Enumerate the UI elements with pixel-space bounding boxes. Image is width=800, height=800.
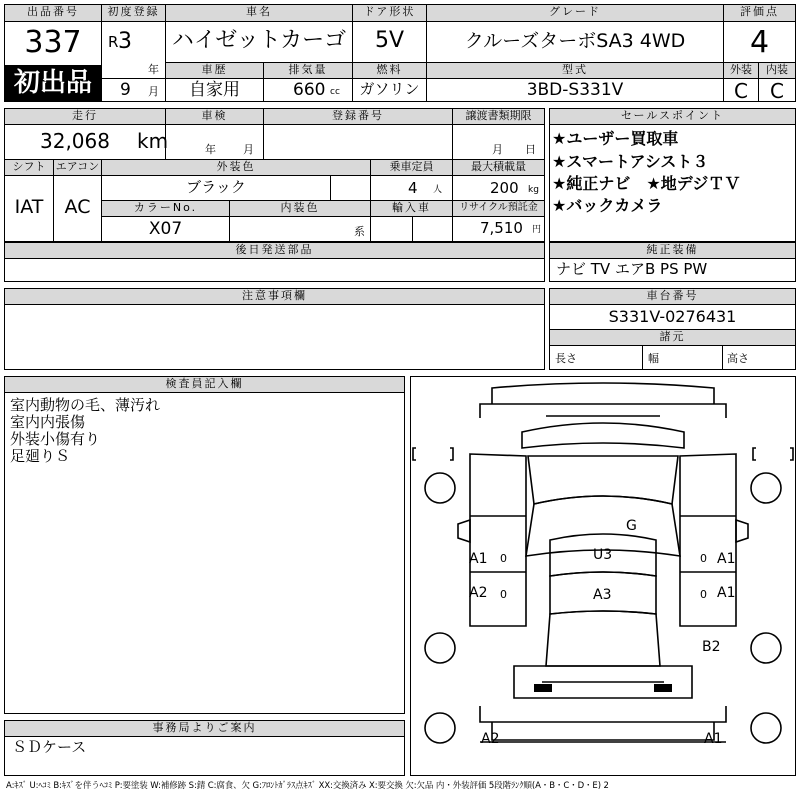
- int-color-header: 内装色: [230, 201, 370, 216]
- lot-number-header: 出品番号: [5, 5, 101, 21]
- grade-header: グレード: [427, 5, 723, 21]
- lot-number: 337: [24, 25, 82, 60]
- first-reg-header: 初度登録: [102, 5, 165, 21]
- mark-right-door: A1: [717, 585, 736, 601]
- first-listing-label: 初出品: [13, 68, 92, 98]
- mark-right-rear: B2: [702, 639, 721, 655]
- notes-header: 注意事項欄: [5, 289, 544, 304]
- ext-color-header: 外装色: [102, 160, 370, 175]
- mark-rear-right: A1: [704, 731, 723, 747]
- mark-front-right-fender: A1: [717, 551, 736, 567]
- model-code: 3BD-S331V: [526, 80, 624, 100]
- reg-number-header: 登録番号: [264, 109, 452, 124]
- interior-header: 内装: [759, 63, 795, 78]
- max-load-header: 最大積載量: [453, 160, 544, 175]
- later-parts-header: 後日発送部品: [5, 243, 544, 258]
- sales-point-3: ★純正ナビ ★地デジＴＶ: [552, 174, 741, 193]
- color-no-header: カラーNo.: [102, 201, 229, 216]
- mark-center: A3: [593, 587, 612, 603]
- inspection-header: 車検: [166, 109, 263, 124]
- car-history: 自家用: [189, 80, 240, 100]
- mark-rear-left: A2: [481, 731, 500, 747]
- sales-point-1: ★ユーザー買取車: [552, 129, 679, 148]
- score-header: 評価点: [724, 5, 795, 21]
- mark-zero-left-2: 0: [500, 588, 507, 601]
- mark-front-left-fender: A1: [469, 551, 488, 567]
- spec-height-label: 高さ: [727, 352, 749, 365]
- history-header: 車歴: [166, 63, 263, 78]
- recycle-unit: 円: [532, 225, 542, 235]
- door-header: ドア形状: [353, 5, 426, 21]
- first-reg-year-unit: 年: [148, 63, 159, 76]
- office-notes-value: ＳＤケース: [12, 738, 87, 756]
- grade: クルーズターボSA3 4WD: [464, 30, 686, 52]
- displacement: 660: [293, 80, 326, 100]
- first-reg-year: 3: [118, 29, 132, 54]
- genuine-equipment-header: 純正装備: [550, 243, 795, 258]
- transfer-month-unit: 月: [492, 143, 503, 156]
- shift-header: シフト: [5, 160, 53, 175]
- sales-points-header: セールスポイント: [550, 109, 795, 124]
- mileage-header: 走行: [5, 109, 165, 124]
- inspection-year-unit: 年: [205, 143, 216, 156]
- max-load-value: 200: [490, 179, 519, 197]
- mark-left-door: A2: [469, 585, 488, 601]
- inspector-notes-header: 検査員記入欄: [5, 377, 404, 392]
- capacity-value: 4: [408, 179, 418, 197]
- spec-width-label: 幅: [648, 352, 659, 365]
- car-diagram: [410, 376, 796, 776]
- mileage-unit: km: [137, 129, 169, 153]
- displacement-unit: cc: [330, 87, 340, 97]
- int-color-suffix: 系: [354, 225, 365, 238]
- aircon-value: AC: [64, 196, 91, 218]
- spec-length-label: 長さ: [555, 352, 577, 365]
- interior-score: C: [770, 79, 784, 103]
- aircon-header: エアコン: [55, 160, 100, 173]
- model-header: 型式: [427, 63, 723, 78]
- inspector-note-3: 外装小傷有り: [10, 430, 101, 448]
- shift-value: IAT: [14, 196, 44, 218]
- genuine-equipment-value: ナビ TV エアB PS PW: [556, 260, 708, 278]
- max-load-unit: kg: [528, 185, 539, 195]
- recycle-header: リサイクル預託金: [453, 201, 544, 216]
- import-header: 輸入車: [371, 201, 452, 216]
- mark-zero-left-1: 0: [500, 552, 507, 565]
- car-name: ハイゼットカーゴ: [171, 28, 347, 53]
- door-type: 5V: [374, 28, 405, 53]
- capacity-unit: 人: [433, 185, 443, 195]
- inspection-month-unit: 月: [243, 143, 254, 156]
- first-reg-month: 9: [120, 80, 131, 100]
- exterior-score: C: [734, 79, 748, 103]
- chassis-no-header: 車台番号: [550, 289, 795, 304]
- exterior-header: 外装: [724, 63, 758, 78]
- inspector-note-4: 足廻りＳ: [10, 447, 71, 465]
- office-notes-header: 事務局よりご案内: [5, 721, 404, 736]
- inspector-note-2: 室内内張傷: [10, 413, 86, 431]
- ext-color-value: ブラック: [186, 178, 246, 196]
- first-reg-month-unit: 月: [148, 85, 159, 98]
- legend: A:ｷｽﾞ U:ﾍｺﾐ B:ｷｽﾞを伴うﾍｺﾐ P:要塗装 W:補修跡 S:錆 C:腐食、欠 G:ﾌﾛﾝﾄｶﾞﾗｽ点ｷｽﾞ XX:交換済み X:要交換 欠:欠品 内・外装評価 5段階ﾗﾝｸ順(A・B・C・D・E) 2: [6, 781, 609, 791]
- transfer-docs-header: 譲渡書類期限: [453, 109, 544, 124]
- mark-center-top: U3: [593, 547, 613, 563]
- recycle-value: 7,510: [480, 219, 523, 237]
- mark-zero-right-2: 0: [700, 588, 707, 601]
- inspector-note-1: 室内動物の毛、薄汚れ: [10, 396, 161, 414]
- fuel-type: ガソリン: [359, 80, 420, 98]
- specs-header: 諸元: [550, 330, 795, 345]
- mark-roof: G: [626, 518, 637, 534]
- fuel-header: 燃料: [353, 63, 426, 78]
- transfer-day-unit: 日: [525, 143, 536, 156]
- mileage-value: 32,068: [40, 129, 110, 153]
- color-no-value: X07: [148, 219, 183, 239]
- displacement-header: 排気量: [264, 63, 352, 78]
- sales-point-4: ★バックカメラ: [552, 196, 663, 215]
- capacity-header: 乗車定員: [371, 160, 452, 175]
- chassis-no-value: S331V-0276431: [608, 307, 737, 326]
- mark-zero-right-1: 0: [700, 552, 707, 565]
- first-reg-era: R: [108, 33, 119, 51]
- sales-point-2: ★スマートアシスト３: [552, 152, 709, 171]
- overall-score: 4: [749, 25, 770, 60]
- car-name-header: 車名: [166, 5, 352, 21]
